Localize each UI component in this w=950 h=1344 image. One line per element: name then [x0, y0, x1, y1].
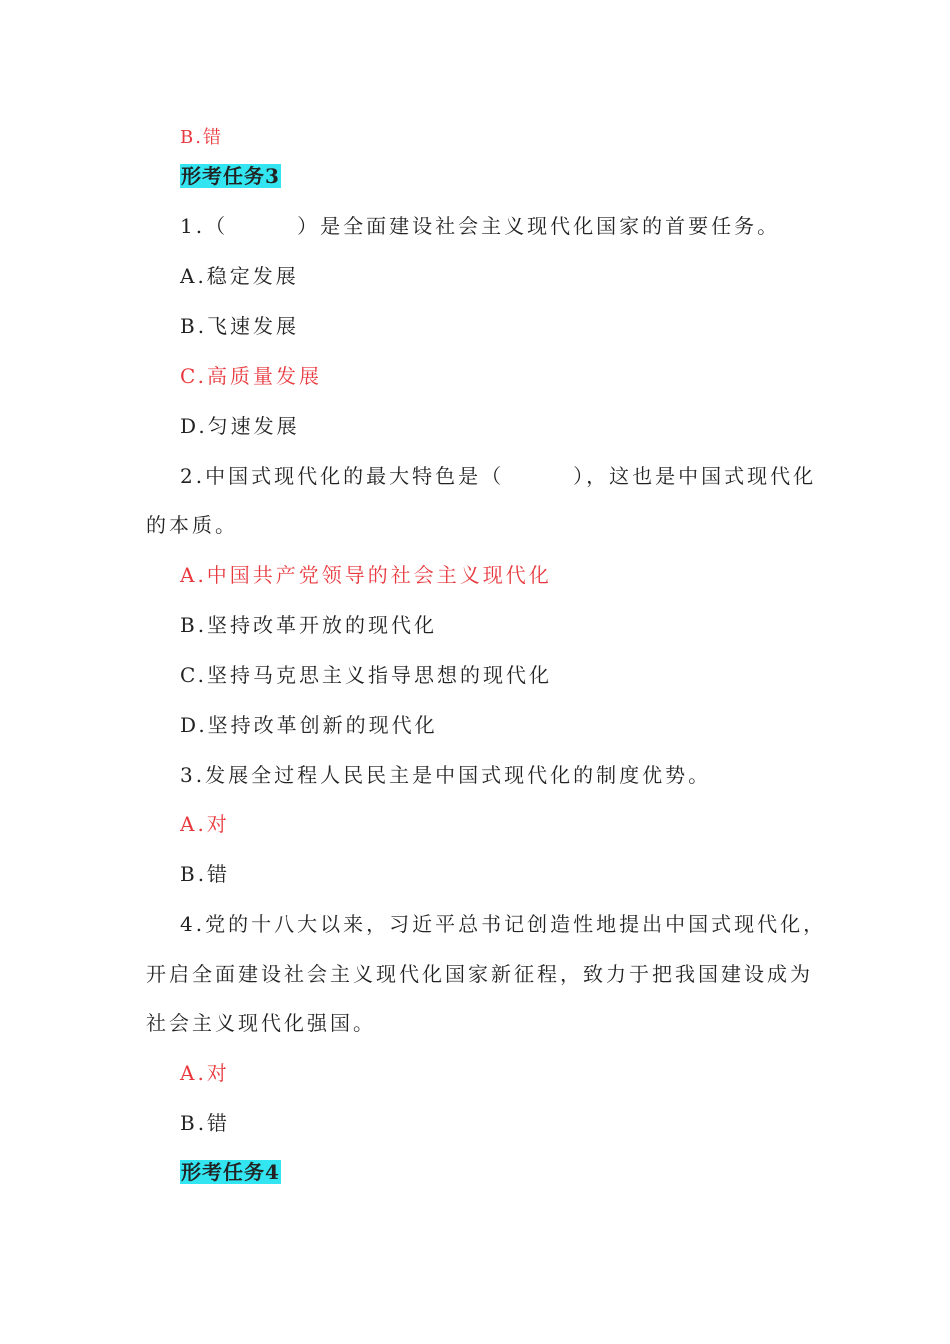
question-1: 1.（ ）是全面建设社会主义现代化国家的首要任务。	[180, 214, 781, 238]
question-4-option-b: B.错	[180, 1111, 231, 1135]
question-1-option-a: A.稳定发展	[180, 264, 299, 288]
section-heading-4	[180, 1158, 281, 1186]
question-1-option-d: D.匀速发展	[180, 414, 300, 438]
question-1-option-b: B.飞速发展	[180, 314, 300, 338]
question-2-option-a-correct: A.中国共产党领导的社会主义现代化	[180, 563, 552, 587]
question-2-line-1: 2.中国式现代化的最大特色是（ ），这也是中国式现代化	[180, 464, 817, 488]
question-1-option-c-correct: C.高质量发展	[180, 364, 322, 388]
question-3-option-b: B.错	[180, 862, 231, 886]
question-4-line-3: 社会主义现代化强国。	[146, 1011, 376, 1035]
question-3: 3.发展全过程人民民主是中国式现代化的制度优势。	[180, 763, 712, 787]
section-heading-3	[180, 162, 281, 190]
section-heading-3-text: 形考任务3	[181, 164, 280, 188]
question-4-line-2: 开启全面建设社会主义现代化国家新征程，致力于把我国建设成为	[146, 962, 813, 986]
question-3-option-a-correct: A.对	[180, 812, 230, 836]
answer-option-correct: B.错	[180, 127, 223, 148]
question-4-option-a-correct: A.对	[180, 1061, 230, 1085]
question-2-option-b: B.坚持改革开放的现代化	[180, 613, 438, 637]
section-heading-4-text: 形考任务4	[181, 1160, 280, 1184]
question-4-line-1: 4.党的十八大以来，习近平总书记创造性地提出中国式现代化，	[180, 912, 827, 936]
question-2-option-d: D.坚持改革创新的现代化	[180, 713, 438, 737]
question-2-option-c: C.坚持马克思主义指导思想的现代化	[180, 663, 552, 687]
question-2-line-2: 的本质。	[146, 513, 238, 537]
